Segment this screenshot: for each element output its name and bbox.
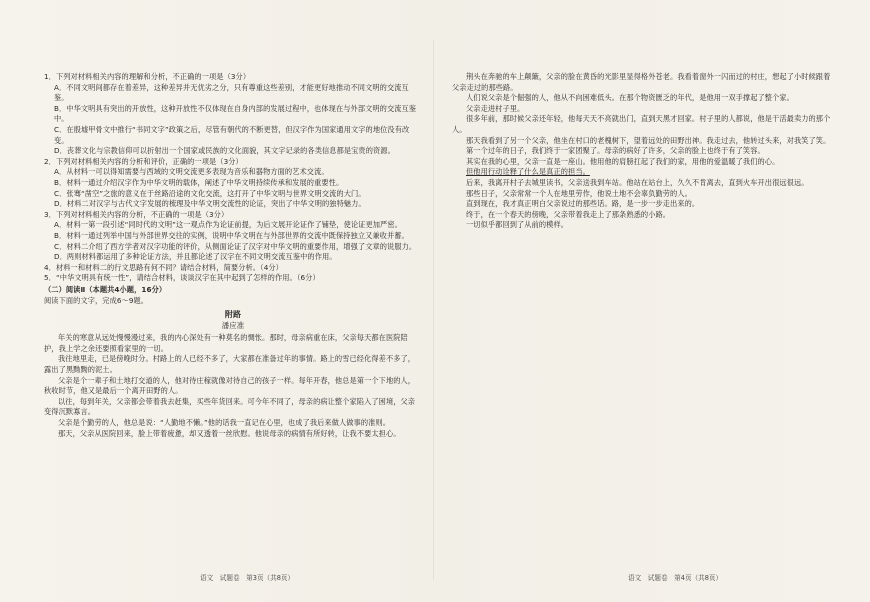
page-fold [433, 40, 434, 580]
story-paragraph: 荆头在奔驰的车上颠簸，父亲的脸在黄昏的光影里显得格外苍老。我看着窗外一闪而过的村庄，想起了小时候跟着父亲走过的那些路。 [452, 72, 831, 92]
story-paragraph: 直到现在，我才真正明白父亲说过的那些话。路，是一步一步走出来的。 [466, 199, 700, 209]
story-body-right [452, 72, 832, 231]
story-paragraph: 人们说父亲是个倔强的人，他从不向困难低头。在那个物资匮乏的年代，是他用一双手撑起了整个家。 [466, 93, 794, 103]
question-4: 4．材料一和材料二的行文思路有何不同？请结合材料，简要分析。（4分） [44, 262, 283, 272]
story-paragraph: 那天，父亲从医院回来，脸上带着疲惫，却又透着一丝欣慰。他说母亲的病情有所好转，让我不要太担心。 [58, 428, 401, 438]
story-paragraph: 其实在我的心里，父亲一直是一座山。他用他的肩膀扛起了我们的家，用他的爱温暖了我们的心。 [466, 156, 780, 166]
question-list [44, 72, 422, 284]
question-2-option: B．材料一通过介绍汉字作为中华文明的载体，阐述了中华文明持续传承和发展的重要性。 [54, 177, 344, 187]
question-2-option: D．材料二对汉字与古代文字发展的梳理及中华文明交流性的论证，突出了中华文明的独特魅力。 [54, 199, 366, 209]
story-paragraph: 很多年前，那时候父亲还年轻，他每天天不亮就出门，直到天黑才回家。村子里的人都说，他是干活最卖力的那个人。 [452, 114, 831, 134]
question-1-option: C．在殷墟甲骨文中推行“书同文字”政策之后，尽管有朝代的不断更替，但汉字作为国家通用文字的地位没有改变。 [54, 124, 410, 145]
question-2-option: C．张骞“凿空”之旅的意义在于丝路沿途的文化交流，这打开了中华文明与世界文明交流的大门。 [54, 188, 366, 198]
story-paragraph: 终于，在一个春天的傍晚，父亲带着我走上了那条熟悉的小路。 [466, 209, 671, 219]
story-paragraph: 那天我看到了另一个父亲，他坐在村口的老槐树下，望着远处的田野出神。我走过去，他转过头来，对我笑了笑。 [466, 135, 831, 145]
section-heading: （二）阅读Ⅱ（本题共4小题，16分） [44, 284, 167, 294]
story-paragraph: 那些日子，父亲常常一个人在地里劳作，他说土地不会辜负勤劳的人。 [466, 188, 692, 198]
underlined-sentence: 但他用行动诠释了什么是真正的担当。 [466, 167, 590, 177]
question-5: 5．“中华文明具有统一性”，请结合材料，谈谈汉字在其中起到了怎样的作用。（6分） [44, 273, 320, 283]
question-1-option: D．丧葬文化与宗教信仰可以折射出一个国家或民族的文化面貌，其文字记录的各类信息都是宝贵的资源。 [54, 146, 395, 156]
story-paragraph: 后来，我离开村子去城里读书，父亲送我到车站。他站在站台上，久久不肯离去，直到火车开出很远很远。 [466, 177, 809, 187]
question-2: 2．下列对材料相关内容的分析和评价，正确的一项是（3分） [44, 156, 243, 166]
page-footer-left: 语文 试题卷 第3页（共8页） [200, 574, 295, 582]
question-3-option: D．两则材料都运用了多种论证方法，并且都论述了汉字在不同文明交流互鉴中的作用。 [54, 252, 337, 262]
story-title: 附路 [224, 310, 242, 320]
question-1-option: B．中华文明具有突出的开放性，这种开放性不仅体现在自身内部的发展过程中，也体现在与外部文明的交流互鉴中。 [54, 103, 417, 124]
story-paragraph: 一切似乎都回到了从前的模样。 [466, 220, 569, 230]
question-3-option: B．材料一通过列举中国与外部世界交往的实例，说明中华文明在与外部世界的交流中既保持独立又兼收并蓄。 [54, 230, 409, 240]
story-paragraph: 我往地里走，已是傍晚时分。村路上的人已经不多了，大家都在准备过年的事情。路上的雪已经化得差不多了，露出了黑黝黝的泥土。 [44, 354, 416, 375]
question-3-option: C．材料二介绍了西方学者对汉字功能的评价，从侧面论证了汉字对中华文明的重要作用，增强了文章的说服力。 [54, 241, 417, 251]
story-paragraph: 父亲是个一辈子和土地打交道的人，他对待庄稼就像对待自己的孩子一样。每年开春，他总是第一个下地的人，秋收时节，他又是最后一个离开田野的人。 [44, 375, 416, 396]
reading-instruction: 阅读下面的文字，完成6～9题。 [44, 296, 149, 306]
question-3: 3．下列对材料相关内容的分析，不正确的一项是（3分） [44, 209, 229, 219]
story-author: 潘应准 [221, 320, 245, 330]
question-1: 1．下列对材料相关内容的理解和分析，不正确的一项是（3分） [44, 72, 251, 81]
story-paragraph: 以往，每到年关，父亲都会带着我去赶集，买些年货回来。可今年不同了，母亲的病让整个家陷入了困境，父亲变得沉默寡言。 [44, 396, 416, 417]
left-column [44, 72, 422, 439]
story-body-left [44, 333, 422, 439]
page-footer-right: 语文 试题卷 第4页（共8页） [628, 574, 723, 582]
question-3-option: A．材料一第一段引述“同时代的文明”这一观点作为论证前提，为后文展开论证作了铺垫，使论证更加严密。 [54, 220, 402, 230]
story-paragraph: 年关的寒意从远处慢慢漫过来，我的内心深处有一种莫名的惆怅。那时，母亲病重在床，父亲每天都在医院陪护，我上学之余还要照看家里的一切。 [44, 333, 408, 353]
story-paragraph: 父亲走进村子里。 [466, 103, 525, 113]
right-column [452, 72, 832, 231]
story-paragraph: 第一个过年的日子，我们终于一家团聚了。母亲的病好了许多，父亲的脸上也终于有了笑容。 [466, 146, 765, 156]
question-2-option: A．从材料一可以得知需要与西域的文明交流更多表现为音乐和器物方面的艺术交流。 [54, 167, 329, 177]
question-1-option: A．不同文明间都存在着差异，这种差异并无优劣之分，只有尊重这些差别，才能更好地推动不同文明的交流互鉴。 [54, 82, 409, 103]
story-paragraph: 父亲是个勤劳的人，他总是说：“人勤地不懒。”他的话我一直记在心里，也成了我后来做人做事的准则。 [58, 418, 390, 427]
